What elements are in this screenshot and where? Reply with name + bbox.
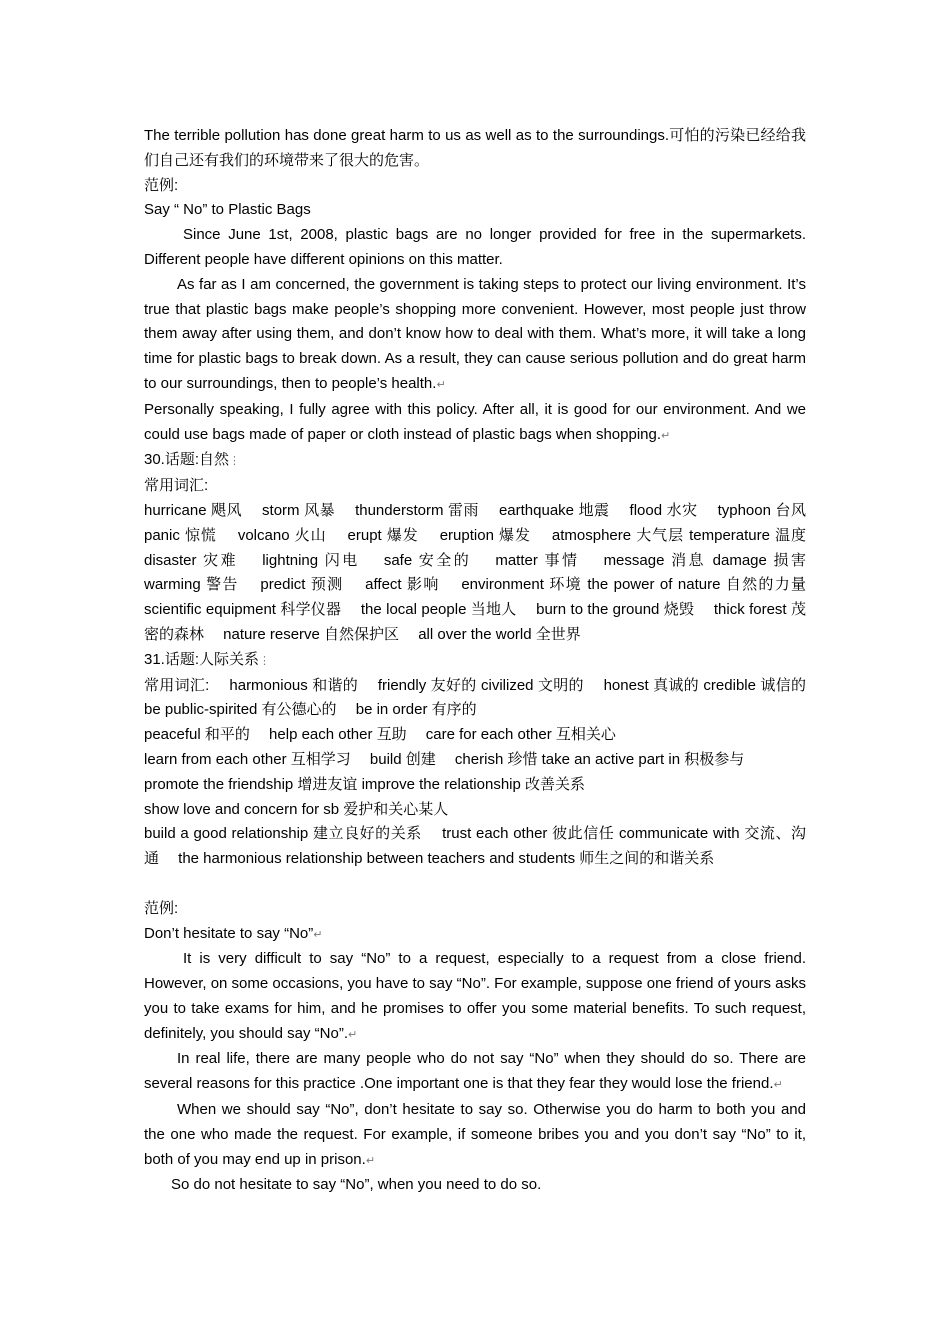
essay-title-plastic-bags: Say “ No” to Plastic Bags bbox=[144, 201, 311, 219]
essay-paragraph: It is very difficult to say “No” to a request, especially to a request from a close friend. However, on some occasions, you have to say “No”. For example, suppose one friend of yours asks you to take exams for him, and he promises to offer you some material benefits. To such request, definitely, you should say “No”.↵ bbox=[144, 950, 806, 1042]
topic-heading-nature: 30.话题:自然⋮ bbox=[144, 451, 241, 469]
paragraph-mark-icon: ⋮ bbox=[259, 654, 271, 667]
vocab-line: peaceful 和平的 help each other 互助 care for each other 互相关心 bbox=[144, 726, 616, 744]
document-page bbox=[144, 124, 826, 1198]
essay-paragraph: Since June 1st, 2008, plastic bags are no longer provided for free in the supermarkets. Different people have different opinions on this matter. bbox=[144, 226, 806, 268]
essay-paragraph: Personally speaking, I fully agree with this policy. After all, it is good for our environment. And we could use bags made of paper or cloth instead of plastic bags when shopping.↵ bbox=[144, 400, 806, 443]
vocab-line: build a good relationship 建立良好的关系 trust each other 彼此信任 communicate with 交流、沟通 the harmonious relationship between teachers and students 师生之间的和谐关系 bbox=[144, 825, 806, 868]
vocab-list-nature: hurricane 飓风 storm 风暴 thunderstorm 雷雨 earthquake 地震 flood 水灾 typhoon 台风 panic 惊慌 volcano 火山 erupt 爆发 eruption 爆发 atmosphere 大气层 temperature 温度 disaster 灾难 lightning 闪电 safe 安全的 matter 事情 message 消息 damage 损害 warming 警告 predict 预测 affect 影响 environment 环境 the power of nature 自然的力量 scientific equipment 科学仪器 the local people 当地人 burn to the ground 烧毁 thick forest 茂密的森林 nature reserve 自然保护区 all over the world 全世界 bbox=[144, 501, 826, 643]
paragraph-mark-icon: ⋮ bbox=[229, 455, 241, 468]
paragraph-mark-icon: ↵ bbox=[661, 429, 671, 442]
paragraph-mark-icon: ↵ bbox=[773, 1079, 783, 1092]
paragraph-mark-icon: ↵ bbox=[348, 1028, 358, 1041]
vocab-label: 常用词汇: bbox=[144, 477, 209, 495]
paragraph-mark-icon: ↵ bbox=[365, 1154, 376, 1167]
vocab-line: show love and concern for sb 爱护和关心某人 bbox=[144, 800, 449, 818]
pollution-sentence: The terrible pollution has done great harm to us as well as to the surroundings.可怕的污染已经给我们自己还有我们的环境带来了很大的危害。 bbox=[144, 127, 806, 169]
example-label: 范例: bbox=[144, 176, 179, 194]
blank-line bbox=[144, 872, 806, 897]
vocab-line: 常用词汇: harmonious 和谐的 friendly 友好的 civilized 文明的 honest 真诚的 credible 诚信的 be public-spirited 有公德心的 be in order 有序的 bbox=[144, 676, 826, 719]
essay-paragraph: In real life, there are many people who do not say “No” when they should do so. There are several reasons for this practice .One important one is that they fear they would lose the friend.↵ bbox=[144, 1050, 806, 1093]
essay-paragraph: So do not hesitate to say “No”, when you need to do so. bbox=[171, 1176, 542, 1194]
paragraph-mark-icon: ↵ bbox=[313, 928, 323, 941]
vocab-line: learn from each other 互相学习 build 创建 cherish 珍惜 take an active part in 积极参与 bbox=[144, 750, 745, 768]
paragraph-mark-icon: ↵ bbox=[436, 378, 446, 391]
essay-title-say-no: Don’t hesitate to say “No”↵ bbox=[144, 924, 323, 942]
vocab-line: promote the friendship 增进友谊 improve the relationship 改善关系 bbox=[144, 775, 586, 793]
topic-heading-relationships: 31.话题:人际关系⋮ bbox=[144, 650, 271, 668]
essay-paragraph: As far as I am concerned, the government is taking steps to protect our living environment. It’s true that plastic bags make people’s shopping more convenient. However, most people just throw them away after using them, and don’t know how to deal with them. What’s more, it will take a long time for plastic bags to break down. As a result, they can cause serious pollution and do great harm to our surroundings, then to people’s health.↵ bbox=[144, 275, 806, 392]
example-label: 范例: bbox=[144, 899, 179, 917]
essay-paragraph: When we should say “No”, don’t hesitate to say so. Otherwise you do harm to both you and the one who made the request. For example, if someone bribes you and you don’t say “No” to it, both of you may end up in prison.↵ bbox=[144, 1101, 806, 1168]
